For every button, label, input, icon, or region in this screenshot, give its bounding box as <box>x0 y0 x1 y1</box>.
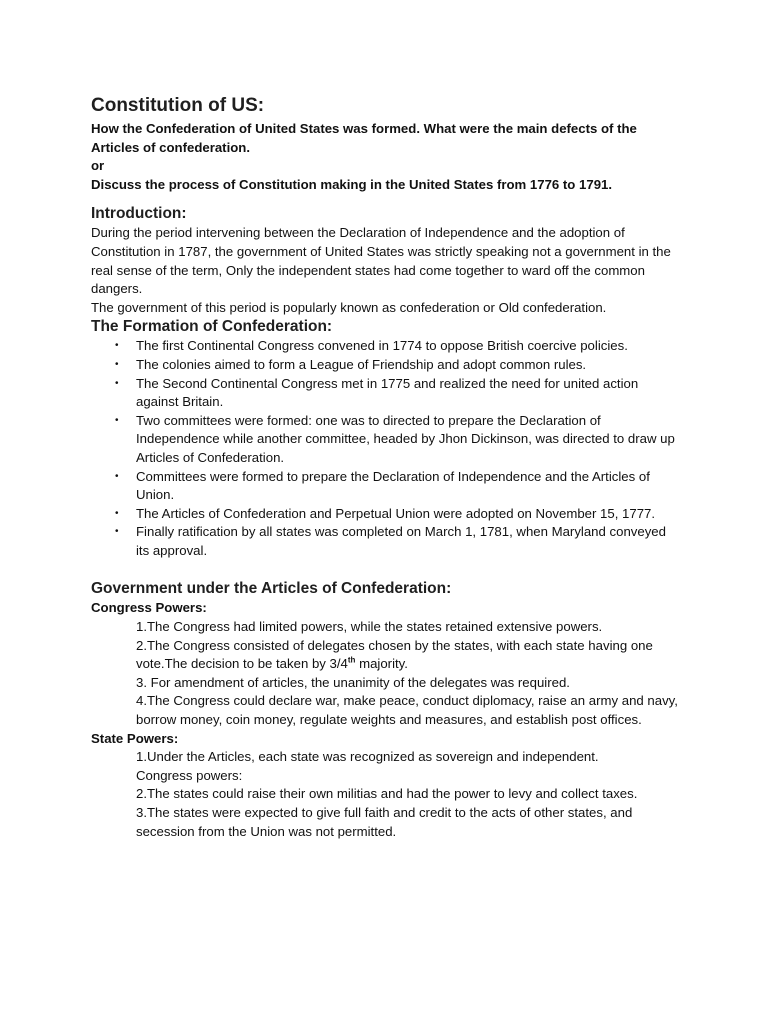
congress-power-2-text: 2.The Congress consisted of delegates chosen by the states, with each state having one vote.The decision to be taken by 3/4 <box>136 637 653 672</box>
congress-power-2 <box>91 637 680 674</box>
formation-heading: The Formation of Confederation: <box>91 318 333 336</box>
state-power-3: 3.The states were expected to give full faith and credit to the acts of other states, and secession from the Union was not permitted. <box>136 805 633 839</box>
congress-power-4: 4.The Congress could declare war, make peace, conduct diplomacy, raise an army and navy, borrow money, coin money, regulate weights and measures, and establish post offices. <box>136 693 678 728</box>
bullet-icon: • <box>115 470 119 482</box>
list-item <box>91 523 680 560</box>
state-power-2: 2.The states could raise their own militias and had the power to levy and collect taxes. <box>136 786 638 802</box>
congress-power-1: 1.The Congress had limited powers, while the states retained extensive powers. <box>136 619 603 635</box>
prompt-question-2: Discuss the process of Constitution making in the United States from 1776 to 1791. <box>91 176 613 192</box>
list-item-text: The colonies aimed to form a League of Friendship and adopt common rules. <box>136 356 587 372</box>
government-heading: Government under the Articles of Confederation: <box>91 580 452 598</box>
bullet-icon: • <box>115 507 119 519</box>
bullet-icon: • <box>115 377 119 389</box>
essay-prompt <box>91 120 680 194</box>
list-item <box>91 468 680 505</box>
congress-power-3: 3. For amendment of articles, the unanimity of the delegates was required. <box>136 674 570 690</box>
list-item <box>91 337 680 356</box>
bullet-icon: • <box>115 526 119 538</box>
prompt-or: or <box>91 158 105 174</box>
prompt-question-1: How the Confederation of United States was formed. What were the main defects of the Articles of confederation. <box>91 121 637 155</box>
list-item <box>91 412 680 468</box>
list-item-text: The first Continental Congress convened in 1774 to oppose British coercive policies. <box>136 338 628 354</box>
list-item <box>91 375 680 412</box>
state-power-1-note: Congress powers: <box>136 767 243 783</box>
bullet-icon: • <box>115 414 119 426</box>
page-title: Constitution of US: <box>91 95 265 116</box>
formation-list <box>91 337 680 560</box>
introduction-heading: Introduction: <box>91 205 187 223</box>
list-item-text: The Second Continental Congress met in 1775 and realized the need for united action against Britain. <box>136 375 639 410</box>
list-item-text: The Articles of Confederation and Perpetual Union were adopted on November 15, 1777. <box>136 505 656 521</box>
introduction-paragraph-2: The government of this period is popularly known as confederation or Old confederation. <box>91 299 607 315</box>
list-item <box>91 505 680 524</box>
list-item-text: Two committees were formed: one was to directed to prepare the Declaration of Independence while another committee, headed by Jhon Dickinson, was directed to draw up Articles of Confederation. <box>136 412 675 465</box>
state-powers-label: State Powers: <box>91 730 179 746</box>
introduction-paragraph-1: During the period intervening between the Declaration of Independence and the adoption of Constitution in 1787, the government of United States was strictly speaking not a government in the real sense of the term, Only the independent states had come together to ward off the common dangers. <box>91 225 671 297</box>
bullet-icon: • <box>115 358 119 370</box>
bullet-icon: • <box>115 340 119 352</box>
congress-powers-label: Congress Powers: <box>91 600 207 616</box>
list-item <box>91 356 680 375</box>
list-item-text: Finally ratification by all states was completed on March 1, 1781, when Maryland conveyed its approval. <box>136 524 666 558</box>
list-item-text: Committees were formed to prepare the Declaration of Independence and the Articles of Union. <box>136 468 650 503</box>
congress-power-2-tail: majority. <box>355 656 408 672</box>
state-power-1: 1.Under the Articles, each state was recognized as sovereign and independent. <box>136 749 599 765</box>
ordinal-superscript: th <box>347 655 356 665</box>
